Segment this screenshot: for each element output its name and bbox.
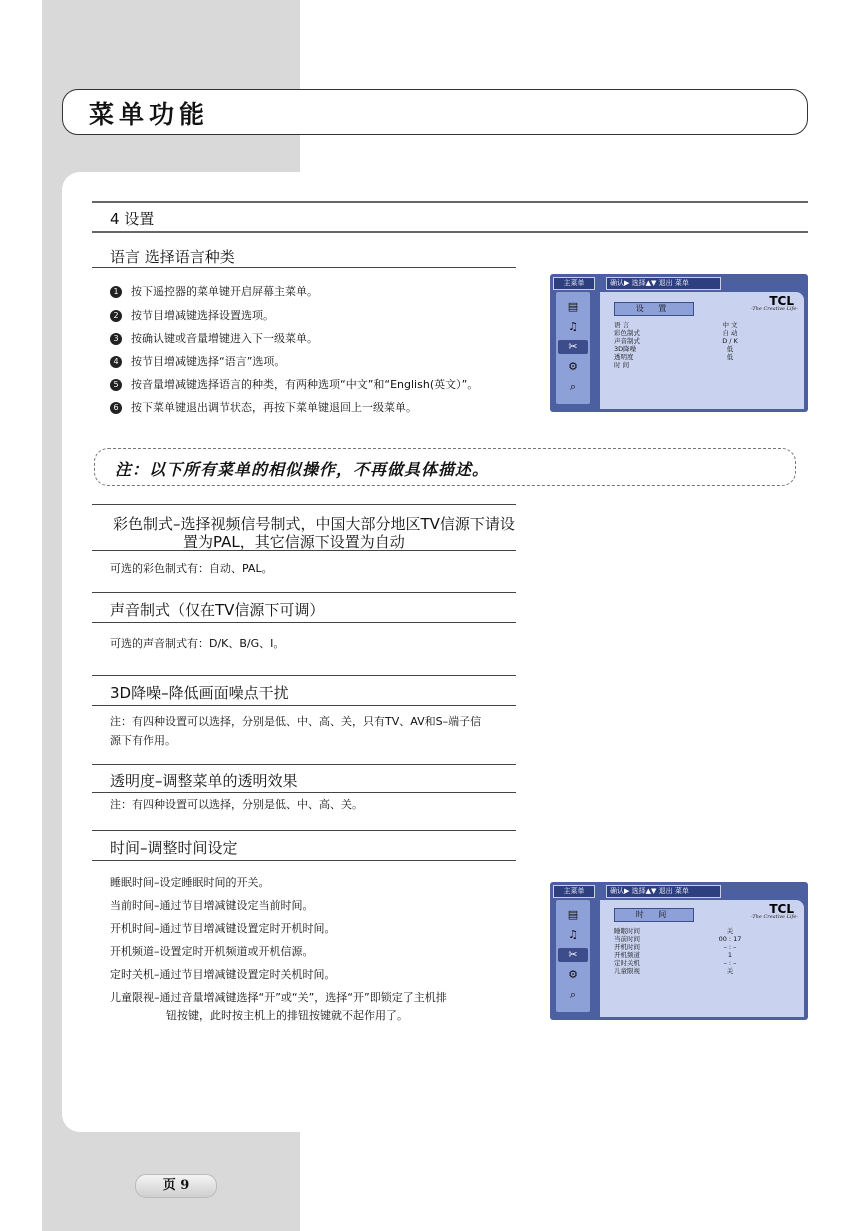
- noise-body: 注：有四种设置可以选择，分别是低、中、高、关，只有TV、AV和S–端子信: [110, 715, 482, 728]
- time-heading: 时间–调整时间设定: [110, 839, 238, 857]
- divider: [92, 705, 516, 706]
- menu-row-value: 00 : 17: [718, 935, 742, 943]
- page-number: 页 9: [135, 1174, 217, 1198]
- search-icon: ⌕: [569, 988, 577, 1001]
- note-box: [94, 448, 796, 486]
- step-number: 3: [110, 333, 122, 345]
- menu-row-value: 低: [726, 353, 734, 361]
- time-item: 开机时间–通过节目增减键设置定时开机时间。: [110, 922, 336, 935]
- menu-hint: 确认▶ 选择▲▼ 退出 菜单: [606, 885, 721, 898]
- menu-row-value: D / K: [722, 337, 738, 345]
- divider: [92, 764, 516, 765]
- step-number: 2: [110, 310, 122, 322]
- divider: [92, 550, 516, 551]
- menu-row-value: – : –: [723, 959, 737, 967]
- section-title: 4 设置: [110, 210, 155, 228]
- menu-panel: [600, 900, 804, 1017]
- main-menu-label: 主菜单: [553, 277, 595, 290]
- menu-row-value: 1: [727, 951, 733, 959]
- divider: [92, 267, 516, 268]
- settings-icon: ✂: [558, 340, 588, 354]
- step-number: 6: [110, 402, 122, 414]
- tv-menu-settings: [550, 274, 808, 412]
- step-number: 1: [110, 286, 122, 298]
- menu-row-label: 当前时间: [614, 935, 640, 943]
- sound-system-body: 可选的声音制式有：D/K、B/G、I。: [110, 637, 285, 650]
- menu-row-value: 中 文: [722, 321, 738, 329]
- divider: [92, 592, 516, 593]
- settings-icon: ✂: [558, 948, 588, 962]
- title-banner: [62, 89, 808, 135]
- menu-row-label: 语 言: [614, 321, 630, 329]
- picture-icon: ▤: [567, 300, 579, 313]
- tcl-logo: TCL: [769, 902, 794, 916]
- divider: [92, 504, 516, 505]
- divider: [92, 675, 516, 676]
- step-4: [110, 353, 285, 369]
- noise-body-cont: 源下有作用。: [110, 734, 176, 747]
- step-2: [110, 307, 274, 323]
- menu-sidebar: [556, 292, 590, 404]
- menu-row-value: 低: [726, 345, 734, 353]
- time-item: 定时关机–通过节目增减键设置定时关机时间。: [110, 968, 336, 981]
- function-icon: ⚙: [568, 360, 578, 373]
- child-lock-text: 儿童限视–通过音量增减键选择“开”或“关”，选择“开”即锁定了主机排: [110, 991, 447, 1004]
- divider: [92, 792, 516, 793]
- tcl-logo: TCL: [769, 294, 794, 308]
- brand-slogan: -The Creative Life-: [750, 306, 798, 312]
- step-text: 按节目增减键选择“语言”选项。: [131, 355, 286, 368]
- brand-slogan: -The Creative Life-: [750, 914, 798, 920]
- divider: [92, 830, 516, 831]
- menu-panel: [600, 292, 804, 409]
- step-text: 按下遥控器的菜单键开启屏幕主菜单。: [131, 285, 318, 298]
- menu-row-label: 透明度: [614, 353, 634, 361]
- language-heading: 语言 选择语言种类: [110, 248, 235, 266]
- menu-row-label: 彩色制式: [614, 329, 640, 337]
- menu-sidebar: [556, 900, 590, 1012]
- step-3: [110, 330, 318, 346]
- step-number: 5: [110, 379, 122, 391]
- menu-row-label: 定时关机: [614, 959, 640, 967]
- color-system-heading-cont: 置为PAL，其它信源下设置为自动: [183, 533, 405, 551]
- color-system-body: 可选的彩色制式有：自动、PAL。: [110, 562, 273, 575]
- divider: [92, 860, 516, 861]
- menu-row-value: 关: [726, 967, 734, 975]
- step-6: [110, 399, 417, 415]
- sound-icon: ♫: [568, 928, 578, 941]
- menu-row-label: 3D降噪: [614, 345, 637, 353]
- noise-heading: 3D降噪–降低画面噪点干扰: [110, 684, 289, 702]
- sound-icon: ♫: [568, 320, 578, 333]
- menu-row-label: 时 间: [614, 361, 630, 369]
- menu-row-value: 自 动: [722, 329, 738, 337]
- menu-row-label: 开机时间: [614, 943, 640, 951]
- step-1: [110, 283, 318, 299]
- sound-system-heading: 声音制式（仅在TV信源下可调）: [110, 601, 325, 619]
- time-item: 睡眠时间–设定睡眠时间的开关。: [110, 876, 270, 889]
- search-icon: ⌕: [569, 380, 577, 393]
- time-item: 开机频道–设置定时开机频道或开机信源。: [110, 945, 314, 958]
- step-text: 按确认键或音量增键进入下一级菜单。: [131, 332, 318, 345]
- menu-row-label: 睡眠时间: [614, 927, 640, 935]
- menu-row-label: 开机频道: [614, 951, 640, 959]
- menu-hint: 确认▶ 选择▲▼ 退出 菜单: [606, 277, 721, 290]
- panel-title: 设 置: [614, 302, 694, 316]
- function-icon: ⚙: [568, 968, 578, 981]
- color-system-heading: 彩色制式–选择视频信号制式，中国大部分地区TV信源下请设: [113, 515, 515, 533]
- step-text: 按节目增减键选择设置选项。: [131, 309, 274, 322]
- step-number: 4: [110, 356, 122, 368]
- note-text: 注：以下所有菜单的相似操作，不再做具体描述。: [115, 460, 490, 479]
- transparency-heading: 透明度–调整菜单的透明效果: [110, 772, 298, 790]
- page-title: 菜单功能: [89, 100, 210, 129]
- child-lock-text-cont: 钮按键，此时按主机上的排钮按键就不起作用了。: [166, 1009, 408, 1022]
- step-text: 按音量增减键选择语言的种类，有两种选项“中文”和“English(英文）”。: [131, 378, 479, 391]
- tv-menu-time: [550, 882, 808, 1020]
- step-text: 按下菜单键退出调节状态，再按下菜单键退回上一级菜单。: [131, 401, 417, 414]
- transparency-body: 注：有四种设置可以选择，分别是低、中、高、关。: [110, 798, 363, 811]
- time-item: 当前时间–通过节目增减键设定当前时间。: [110, 899, 314, 912]
- divider: [92, 231, 808, 233]
- step-5: [110, 376, 478, 392]
- main-menu-label: 主菜单: [553, 885, 595, 898]
- picture-icon: ▤: [567, 908, 579, 921]
- panel-title: 时 间: [614, 908, 694, 922]
- divider: [92, 622, 516, 623]
- menu-row-value: – : –: [723, 943, 737, 951]
- menu-row-label: 儿童限视: [614, 967, 640, 975]
- divider: [92, 201, 808, 203]
- menu-row-label: 声音制式: [614, 337, 640, 345]
- menu-row-value: 关: [726, 927, 734, 935]
